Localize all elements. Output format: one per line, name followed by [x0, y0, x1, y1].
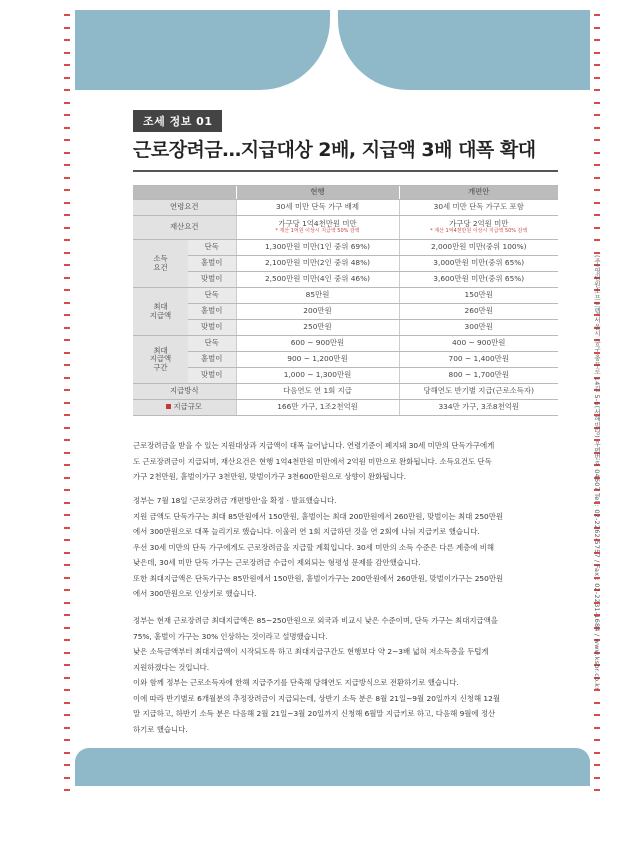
perforation-mark — [594, 114, 600, 116]
text-line: 75%, 홑벌이 가구는 30% 인상하는 것이라고 설명했습니다. — [133, 631, 328, 641]
cell-current: 30세 미만 단독 가구 배제 — [236, 200, 399, 216]
cell-proposed: 2,000만원 미만(중위 100%) — [399, 240, 558, 256]
perforation-mark — [64, 264, 70, 266]
text-line: 낮은 소득금액부터 최대지급액이 시작되도록 하고 최대지급구간도 현행보다 약 2~3배 넓혀 저소득층을 두텁게 — [133, 647, 489, 656]
text-line: 이와 함께 정부는 근로소득자에 한해 지급주기를 단축해 당해연도 지급방식으로 전환하기로 했습니다. — [133, 678, 459, 687]
text-line: 정부는 현재 근로장려금 최대지급액은 85~250만원으로 외국과 비교시 낮은 수준이며, 단독 가구는 최대지급액을 — [133, 616, 498, 625]
perforation-mark — [64, 52, 70, 54]
perforation-mark — [64, 689, 70, 691]
perforation-mark — [64, 277, 70, 279]
row-sublabel: 홑벌이 — [188, 256, 236, 272]
perforation-mark — [64, 202, 70, 204]
group-label-line: 최대 — [153, 301, 168, 311]
text-line: 근로장려금을 받을 수 있는 지원대상과 지급액이 대폭 늘어납니다. 연령기준이 폐지돼 30세 미만의 단독가구에게 — [133, 441, 495, 450]
row-label — [133, 400, 236, 416]
text-line: 하기로 했습니다. — [133, 724, 188, 734]
perforation-mark — [64, 127, 70, 129]
table-row — [133, 200, 558, 216]
cell-proposed: 3,000만원 미만(중위 65%) — [399, 256, 558, 272]
perforation-mark — [64, 527, 70, 529]
row-sublabel: 홑벌이 — [188, 352, 236, 368]
group-label-line: 최대 — [153, 345, 168, 355]
cell-proposed: 334만 가구, 3조8천억원 — [399, 400, 558, 416]
table-row — [133, 304, 558, 320]
perforation-mark — [594, 714, 600, 716]
paragraph-details — [133, 613, 558, 737]
perforation-mark — [64, 727, 70, 729]
perforation-mark — [594, 102, 600, 104]
group-label-max-payment — [133, 288, 188, 336]
text-line: 가구 2천만원, 홑벌이가구 3천만원, 맞벌이가구 3천600만원으로 상향이 완화됩니다. — [133, 472, 407, 481]
row-sublabel: 맞벌이 — [188, 272, 236, 288]
perforation-mark — [64, 152, 70, 154]
cell-current: 166만 가구, 1조2천억원 — [236, 400, 399, 416]
perforation-mark — [594, 239, 600, 241]
perforation-mark — [64, 214, 70, 216]
perforation-mark — [64, 477, 70, 479]
table-row — [133, 288, 558, 304]
perforation-mark — [594, 227, 600, 229]
cell-proposed — [399, 216, 558, 240]
perforation-mark — [64, 452, 70, 454]
perforation-mark — [64, 352, 70, 354]
perforation-mark — [594, 14, 600, 16]
row-label: 연령요건 — [133, 200, 236, 216]
group-label-line: 지급액 — [149, 354, 172, 364]
perforation-mark — [594, 739, 600, 741]
perforation-mark — [64, 327, 70, 329]
table-header-row — [133, 186, 558, 200]
cell-proposed: 800 ~ 1,700만원 — [399, 368, 558, 384]
perforation-mark — [594, 764, 600, 766]
table-row — [133, 368, 558, 384]
cell-proposed: 당해연도 반기별 지급(근로소득자) — [399, 384, 558, 400]
perforation-mark — [64, 314, 70, 316]
page-title: 근로장려금…지급대상 2배, 지급액 3배 대폭 확대 — [133, 139, 536, 161]
cell-current: 85만원 — [236, 288, 399, 304]
group-label-max-range — [133, 336, 188, 384]
text-line: 에서 300만원으로 인상키로 했습니다. — [133, 589, 257, 598]
table-row — [133, 216, 558, 240]
title-divider — [133, 170, 558, 172]
cell-current: 250만원 — [236, 320, 399, 336]
perforation-mark — [594, 202, 600, 204]
text-line: 낮은데, 30세 미만 단독 가구는 근로장려금 수급이 제외되는 형평성 문제를 감안했습니다. — [133, 558, 421, 567]
table-row — [133, 400, 558, 416]
row-sublabel: 맞벌이 — [188, 368, 236, 384]
text-line: 또한 최대지급액은 단독가구는 85만원에서 150만원, 홑벌이가구는 200만원에서 260만원, 맞벌이가구는 250만원 — [133, 573, 504, 583]
perforation-mark — [64, 652, 70, 654]
left-perforation-strip — [62, 10, 72, 795]
cell-proposed: 400 ~ 900만원 — [399, 336, 558, 352]
table-header-proposed: 개편안 — [399, 186, 558, 200]
perforation-mark — [64, 427, 70, 429]
row-label-text: 지급규모 — [173, 402, 203, 412]
perforation-mark — [64, 27, 70, 29]
perforation-mark — [64, 514, 70, 516]
perforation-mark — [64, 14, 70, 16]
perforation-mark — [64, 502, 70, 504]
perforation-mark — [594, 139, 600, 141]
perforation-mark — [64, 377, 70, 379]
perforation-mark — [64, 239, 70, 241]
text-line: 정부는 7월 18일 '근로장려금 개편방안'을 확정 · 발표했습니다. — [133, 496, 337, 505]
perforation-mark — [64, 39, 70, 41]
perforation-mark — [64, 464, 70, 466]
perforation-mark — [594, 189, 600, 191]
perforation-mark — [64, 139, 70, 141]
perforation-mark — [594, 702, 600, 704]
text-line: 말 지급하고, 하반기 소득 분은 다음해 2월 21일~3월 20일까지 신청해 6월말 지급키로 하고, 다음해 9월에 정산 — [133, 709, 496, 718]
cell-proposed: 260만원 — [399, 304, 558, 320]
perforation-mark — [64, 602, 70, 604]
cell-proposed: 30세 미만 단독 가구도 포함 — [399, 200, 558, 216]
row-sublabel: 단독 — [188, 336, 236, 352]
perforation-mark — [64, 627, 70, 629]
cell-current: 200만원 — [236, 304, 399, 320]
perforation-mark — [64, 789, 70, 791]
text-line: 이에 따라 반기별로 6개월분의 추정장려금이 지급되는데, 상반기 소득 분은 8월 21일~9월 20일까지 신청해 12월 — [133, 693, 500, 703]
perforation-mark — [64, 552, 70, 554]
perforation-mark — [64, 302, 70, 304]
cell-proposed: 300만원 — [399, 320, 558, 336]
row-label: 재산요건 — [133, 216, 236, 240]
section-badge: 조세 정보 01 — [133, 110, 222, 132]
perforation-mark — [64, 664, 70, 666]
document-page — [75, 10, 590, 785]
perforation-mark — [64, 677, 70, 679]
perforation-mark — [594, 789, 600, 791]
perforation-mark — [64, 739, 70, 741]
perforation-mark — [594, 752, 600, 754]
text-line: 지원하겠다는 것입니다. — [133, 662, 210, 672]
perforation-mark — [64, 702, 70, 704]
perforation-mark — [64, 414, 70, 416]
cell-proposed: 150만원 — [399, 288, 558, 304]
table-header-blank — [133, 186, 236, 200]
row-sublabel: 단독 — [188, 240, 236, 256]
perforation-mark — [594, 164, 600, 166]
perforation-mark — [594, 39, 600, 41]
group-label-line: 소득 — [153, 253, 168, 263]
cell-current: 2,100만원 미만(2인 중위 48%) — [236, 256, 399, 272]
perforation-mark — [64, 639, 70, 641]
perforation-mark — [64, 177, 70, 179]
cell-value: 가구당 2억원 미만 — [449, 219, 509, 229]
table-header-current: 현행 — [236, 186, 399, 200]
perforation-mark — [64, 89, 70, 91]
perforation-mark — [64, 539, 70, 541]
row-sublabel: 홑벌이 — [188, 304, 236, 320]
text-line: 지원 금액도 단독가구는 최대 85만원에서 150만원, 홑벌이는 최대 200만원에서 260만원, 맞벌이는 최대 250만원 — [133, 511, 504, 521]
perforation-mark — [594, 64, 600, 66]
group-label-income — [133, 240, 188, 288]
group-label-line: 지급액 — [149, 310, 172, 320]
perforation-mark — [64, 389, 70, 391]
cell-current: 1,000 ~ 1,300만원 — [236, 368, 399, 384]
perforation-mark — [594, 77, 600, 79]
perforation-mark — [64, 714, 70, 716]
table-row — [133, 240, 558, 256]
perforation-mark — [594, 127, 600, 129]
table-row — [133, 320, 558, 336]
row-label: 지급방식 — [133, 384, 236, 400]
perforation-mark — [594, 214, 600, 216]
cell-current: 다음연도 연 1회 지급 — [236, 384, 399, 400]
perforation-mark — [64, 64, 70, 66]
cell-note: * 재산 1억원 이상시 지급액 50% 감액 — [275, 227, 360, 234]
text-line: 에서 300만원으로 대폭 늘리기로 했습니다. 이울러 연 1회 지급하던 것을 연 2회에 나눠 지급키로 했습니다. — [133, 527, 480, 536]
row-sublabel: 맞벌이 — [188, 320, 236, 336]
cell-current: 900 ~ 1,200만원 — [236, 352, 399, 368]
perforation-mark — [594, 52, 600, 54]
paragraph-intro — [133, 438, 558, 485]
cell-current — [236, 216, 399, 240]
cell-current: 2,500만원 미만(4인 중위 46%) — [236, 272, 399, 288]
top-decorative-band — [75, 10, 590, 105]
bottom-decorative-band — [75, 748, 590, 786]
perforation-mark — [594, 152, 600, 154]
red-square-icon — [166, 404, 171, 409]
cell-value: 가구당 1억4천만원 미만 — [278, 219, 357, 229]
perforation-mark — [64, 289, 70, 291]
perforation-mark — [64, 402, 70, 404]
perforation-mark — [64, 114, 70, 116]
cell-proposed: 3,600만원 미만(중위 65%) — [399, 272, 558, 288]
perforation-mark — [64, 564, 70, 566]
group-label-line: 요건 — [153, 262, 168, 272]
table-row — [133, 352, 558, 368]
cell-note: * 재산 1억4천만원 이상시 지급액 50% 감액 — [430, 227, 528, 234]
table-row — [133, 256, 558, 272]
perforation-mark — [64, 227, 70, 229]
perforation-mark — [594, 27, 600, 29]
comparison-table — [133, 185, 558, 416]
perforation-mark — [594, 252, 600, 254]
perforation-mark — [64, 589, 70, 591]
perforation-mark — [594, 177, 600, 179]
perforation-mark — [64, 77, 70, 79]
publisher-sidebar-text: (주)영림원소프트랩 서울시 중구 충무로 14길 5-6(서해빌딩) 우편번호 04607 Tel : 02-2262-5757 / Fax : 02-2231-1684 / www.ksbr.co.kr — [593, 255, 601, 691]
perforation-mark — [594, 777, 600, 779]
table-row — [133, 336, 558, 352]
paragraph-announcement — [133, 493, 558, 602]
perforation-mark — [64, 577, 70, 579]
perforation-mark — [64, 777, 70, 779]
perforation-mark — [64, 164, 70, 166]
group-label-line: 구간 — [153, 362, 168, 372]
perforation-mark — [64, 252, 70, 254]
row-sublabel: 단독 — [188, 288, 236, 304]
cell-current: 600 ~ 900만원 — [236, 336, 399, 352]
perforation-mark — [64, 339, 70, 341]
table-row — [133, 272, 558, 288]
perforation-mark — [594, 727, 600, 729]
cell-current: 1,300만원 미만(1인 중위 69%) — [236, 240, 399, 256]
text-line: 우선 30세 미만의 단독 가구에게도 근로장려금을 지급할 계획입니다. 30세 미만의 소득 수준은 다른 계층에 비해 — [133, 542, 495, 552]
table-row — [133, 384, 558, 400]
cell-proposed: 700 ~ 1,400만원 — [399, 352, 558, 368]
perforation-mark — [594, 89, 600, 91]
perforation-mark — [64, 189, 70, 191]
perforation-mark — [64, 102, 70, 104]
perforation-mark — [64, 439, 70, 441]
perforation-mark — [64, 764, 70, 766]
perforation-mark — [64, 489, 70, 491]
text-line: 도 근로장려금이 지급되며, 재산요건은 현행 1억4천만원 미만에서 2억원 미만으로 완화됩니다. 소득요건도 단독 — [133, 456, 492, 466]
perforation-mark — [64, 364, 70, 366]
perforation-mark — [64, 752, 70, 754]
perforation-mark — [64, 614, 70, 616]
